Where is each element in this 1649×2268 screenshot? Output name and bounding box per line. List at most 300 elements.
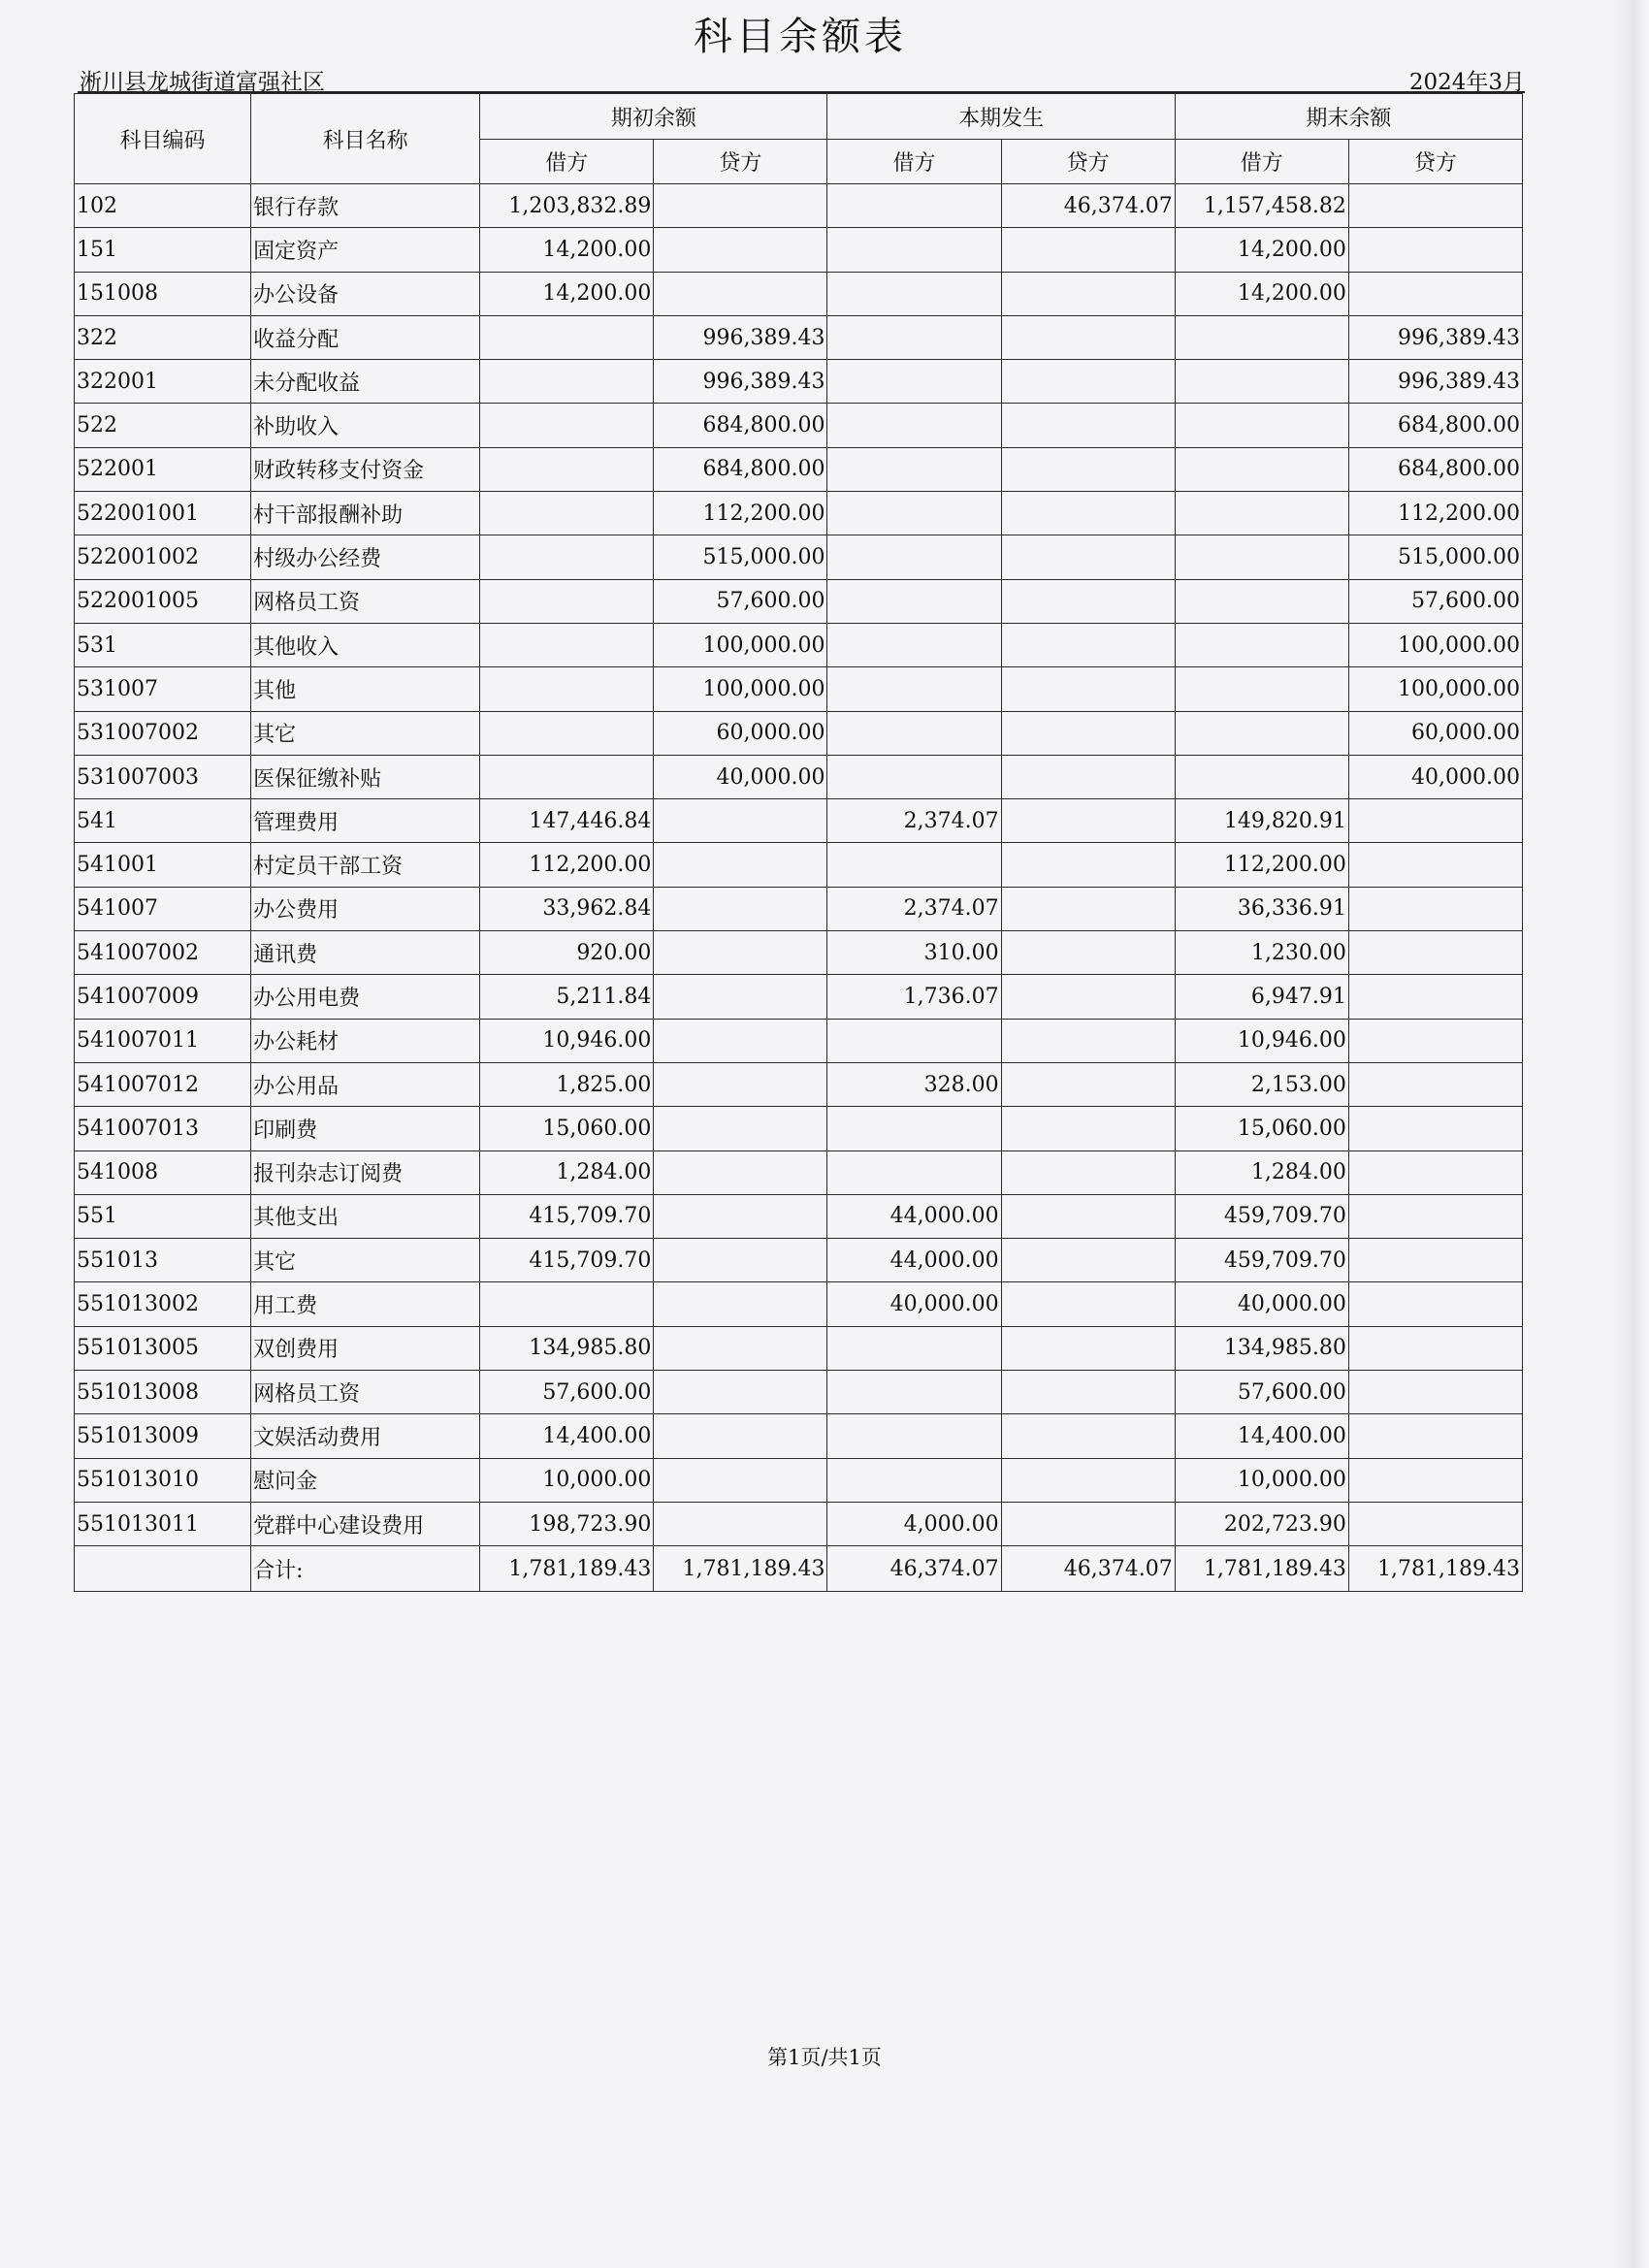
closing-credit-cell	[1348, 1414, 1522, 1458]
table-row	[75, 1239, 1523, 1282]
account-name-cell: 党群中心建设费用	[251, 1502, 480, 1545]
account-name-cell: 印刷费	[251, 1107, 480, 1150]
report-period: 2024年3月	[1408, 70, 1525, 95]
account-name-cell: 网格员工资	[251, 579, 480, 623]
account-code-cell: 541007002	[75, 931, 251, 975]
current-debit-cell	[827, 667, 1001, 711]
account-code-cell: 522001001	[75, 492, 251, 535]
current-credit-cell	[1001, 755, 1175, 798]
account-name-cell: 用工费	[251, 1282, 480, 1326]
account-code-cell: 151008	[75, 272, 251, 315]
total-label: 合计:	[251, 1546, 480, 1592]
current-debit-cell: 1,736.07	[827, 975, 1001, 1019]
current-debit-cell: 40,000.00	[827, 1282, 1001, 1326]
current-credit-cell	[1001, 887, 1175, 930]
total-row	[75, 1546, 1523, 1592]
table-row	[75, 755, 1523, 798]
closing-debit-cell: 459,709.70	[1175, 1194, 1348, 1238]
page-edge-shadow	[1612, 0, 1649, 2268]
opening-credit-cell: 100,000.00	[654, 623, 827, 666]
account-code-cell: 151	[75, 228, 251, 272]
closing-debit-cell: 14,200.00	[1175, 228, 1348, 272]
header-opening-credit: 贷方	[654, 140, 827, 184]
opening-credit-cell	[654, 272, 827, 315]
table-row	[75, 1062, 1523, 1106]
account-code-cell: 541001	[75, 843, 251, 887]
opening-debit-cell	[480, 404, 654, 447]
opening-credit-cell	[654, 887, 827, 930]
account-name-cell: 其他收入	[251, 623, 480, 666]
total-opening-debit: 1,781,189.43	[480, 1546, 654, 1592]
account-code-cell: 522001005	[75, 579, 251, 623]
closing-debit-cell	[1175, 447, 1348, 491]
table-row	[75, 1414, 1523, 1458]
current-credit-cell	[1001, 975, 1175, 1019]
opening-debit-cell: 1,825.00	[480, 1062, 654, 1106]
opening-credit-cell	[654, 1502, 827, 1545]
current-debit-cell	[827, 711, 1001, 755]
opening-credit-cell	[654, 184, 827, 228]
current-credit-cell	[1001, 843, 1175, 887]
table-row	[75, 184, 1523, 228]
current-debit-cell	[827, 755, 1001, 798]
current-credit-cell	[1001, 535, 1175, 579]
current-credit-cell	[1001, 1150, 1175, 1194]
opening-debit-cell	[480, 623, 654, 666]
closing-debit-cell: 1,157,458.82	[1175, 184, 1348, 228]
closing-credit-cell	[1348, 887, 1522, 930]
table-row	[75, 315, 1523, 359]
closing-debit-cell: 57,600.00	[1175, 1371, 1348, 1414]
opening-credit-cell	[654, 1194, 827, 1238]
closing-credit-cell	[1348, 1502, 1522, 1545]
account-name-cell: 固定资产	[251, 228, 480, 272]
account-code-cell: 531007003	[75, 755, 251, 798]
closing-credit-cell: 515,000.00	[1348, 535, 1522, 579]
account-code-cell: 541007009	[75, 975, 251, 1019]
current-credit-cell	[1001, 1107, 1175, 1150]
current-debit-cell	[827, 1019, 1001, 1062]
header-closing-debit: 借方	[1175, 140, 1348, 184]
account-name-cell: 财政转移支付资金	[251, 447, 480, 491]
opening-credit-cell: 100,000.00	[654, 667, 827, 711]
closing-credit-cell	[1348, 1150, 1522, 1194]
current-credit-cell	[1001, 1502, 1175, 1545]
current-debit-cell	[827, 1326, 1001, 1370]
table-row	[75, 667, 1523, 711]
closing-credit-cell: 996,389.43	[1348, 360, 1522, 404]
current-debit-cell	[827, 579, 1001, 623]
header-row-groups	[75, 94, 1523, 140]
table-row	[75, 1150, 1523, 1194]
table-row	[75, 579, 1523, 623]
header-opening: 期初余额	[480, 94, 827, 140]
header-current-debit: 借方	[827, 140, 1001, 184]
closing-credit-cell	[1348, 1062, 1522, 1106]
table-row	[75, 447, 1523, 491]
total-code-cell	[75, 1546, 251, 1592]
current-credit-cell	[1001, 360, 1175, 404]
account-code-cell: 541007012	[75, 1062, 251, 1106]
account-name-cell: 未分配收益	[251, 360, 480, 404]
closing-credit-cell	[1348, 931, 1522, 975]
account-name-cell: 办公耗材	[251, 1019, 480, 1062]
current-debit-cell	[827, 1150, 1001, 1194]
closing-debit-cell: 2,153.00	[1175, 1062, 1348, 1106]
header-opening-debit: 借方	[480, 140, 654, 184]
current-credit-cell: 46,374.07	[1001, 184, 1175, 228]
current-debit-cell	[827, 1458, 1001, 1502]
closing-debit-cell: 459,709.70	[1175, 1239, 1348, 1282]
closing-debit-cell: 6,947.91	[1175, 975, 1348, 1019]
opening-credit-cell: 996,389.43	[654, 360, 827, 404]
opening-debit-cell: 1,203,832.89	[480, 184, 654, 228]
opening-credit-cell	[654, 1150, 827, 1194]
opening-credit-cell: 112,200.00	[654, 492, 827, 535]
account-code-cell: 551013008	[75, 1371, 251, 1414]
opening-debit-cell: 415,709.70	[480, 1239, 654, 1282]
closing-credit-cell	[1348, 1326, 1522, 1370]
closing-credit-cell	[1348, 1458, 1522, 1502]
closing-debit-cell: 10,000.00	[1175, 1458, 1348, 1502]
table-row	[75, 711, 1523, 755]
opening-debit-cell: 147,446.84	[480, 799, 654, 843]
current-debit-cell	[827, 272, 1001, 315]
opening-debit-cell: 198,723.90	[480, 1502, 654, 1545]
current-credit-cell	[1001, 799, 1175, 843]
table-row	[75, 1371, 1523, 1414]
current-credit-cell	[1001, 1458, 1175, 1502]
account-code-cell: 541007	[75, 887, 251, 930]
closing-debit-cell: 14,400.00	[1175, 1414, 1348, 1458]
current-debit-cell	[827, 404, 1001, 447]
closing-credit-cell: 996,389.43	[1348, 315, 1522, 359]
table-row	[75, 931, 1523, 975]
opening-credit-cell	[654, 931, 827, 975]
table-row	[75, 1502, 1523, 1545]
opening-debit-cell	[480, 447, 654, 491]
current-debit-cell	[827, 623, 1001, 666]
current-credit-cell	[1001, 1414, 1175, 1458]
account-name-cell: 村级办公经费	[251, 535, 480, 579]
account-name-cell: 村定员干部工资	[251, 843, 480, 887]
closing-credit-cell	[1348, 1194, 1522, 1238]
current-debit-cell	[827, 184, 1001, 228]
account-name-cell: 慰问金	[251, 1458, 480, 1502]
table-row	[75, 843, 1523, 887]
opening-credit-cell	[654, 843, 827, 887]
account-code-cell: 541008	[75, 1150, 251, 1194]
opening-debit-cell: 112,200.00	[480, 843, 654, 887]
account-code-cell: 551013005	[75, 1326, 251, 1370]
closing-credit-cell	[1348, 1371, 1522, 1414]
current-debit-cell: 44,000.00	[827, 1194, 1001, 1238]
closing-debit-cell: 40,000.00	[1175, 1282, 1348, 1326]
closing-debit-cell	[1175, 711, 1348, 755]
current-credit-cell	[1001, 623, 1175, 666]
table-row	[75, 975, 1523, 1019]
total-closing-credit: 1,781,189.43	[1348, 1546, 1522, 1592]
account-code-cell: 541007013	[75, 1107, 251, 1150]
closing-credit-cell	[1348, 228, 1522, 272]
current-debit-cell	[827, 1414, 1001, 1458]
opening-debit-cell	[480, 492, 654, 535]
account-name-cell: 通讯费	[251, 931, 480, 975]
total-current-debit: 46,374.07	[827, 1546, 1001, 1592]
opening-credit-cell	[654, 1458, 827, 1502]
closing-debit-cell	[1175, 360, 1348, 404]
account-name-cell: 网格员工资	[251, 1371, 480, 1414]
closing-credit-cell	[1348, 975, 1522, 1019]
header-closing-credit: 贷方	[1348, 140, 1522, 184]
account-code-cell: 522001002	[75, 535, 251, 579]
opening-debit-cell: 134,985.80	[480, 1326, 654, 1370]
opening-credit-cell: 684,800.00	[654, 447, 827, 491]
current-credit-cell	[1001, 1062, 1175, 1106]
organization-name: 淅川县龙城街道富强社区	[80, 70, 325, 95]
current-credit-cell	[1001, 1194, 1175, 1238]
opening-debit-cell	[480, 755, 654, 798]
account-code-cell: 551	[75, 1194, 251, 1238]
table-row	[75, 1194, 1523, 1238]
closing-debit-cell	[1175, 667, 1348, 711]
account-name-cell: 银行存款	[251, 184, 480, 228]
account-code-cell: 322	[75, 315, 251, 359]
closing-credit-cell: 57,600.00	[1348, 579, 1522, 623]
table-row	[75, 1019, 1523, 1062]
opening-credit-cell	[654, 975, 827, 1019]
account-name-cell: 村干部报酬补助	[251, 492, 480, 535]
table-row	[75, 799, 1523, 843]
account-code-cell: 522001	[75, 447, 251, 491]
opening-credit-cell: 684,800.00	[654, 404, 827, 447]
total-opening-credit: 1,781,189.43	[654, 1546, 827, 1592]
opening-debit-cell	[480, 535, 654, 579]
opening-debit-cell: 10,000.00	[480, 1458, 654, 1502]
account-name-cell: 办公设备	[251, 272, 480, 315]
table-row	[75, 1326, 1523, 1370]
account-name-cell: 收益分配	[251, 315, 480, 359]
current-credit-cell	[1001, 711, 1175, 755]
page-title: 科目余额表	[694, 15, 907, 59]
closing-credit-cell	[1348, 1107, 1522, 1150]
current-debit-cell	[827, 1371, 1001, 1414]
opening-debit-cell	[480, 315, 654, 359]
opening-debit-cell	[480, 667, 654, 711]
current-debit-cell: 2,374.07	[827, 799, 1001, 843]
opening-credit-cell: 60,000.00	[654, 711, 827, 755]
opening-credit-cell	[654, 228, 827, 272]
current-credit-cell	[1001, 404, 1175, 447]
current-debit-cell	[827, 315, 1001, 359]
account-code-cell: 551013002	[75, 1282, 251, 1326]
total-current-credit: 46,374.07	[1001, 1546, 1175, 1592]
opening-credit-cell: 40,000.00	[654, 755, 827, 798]
current-debit-cell: 4,000.00	[827, 1502, 1001, 1545]
closing-debit-cell	[1175, 315, 1348, 359]
closing-debit-cell: 1,230.00	[1175, 931, 1348, 975]
table-row	[75, 1107, 1523, 1150]
opening-debit-cell: 1,284.00	[480, 1150, 654, 1194]
opening-debit-cell	[480, 1282, 654, 1326]
closing-credit-cell: 100,000.00	[1348, 623, 1522, 666]
current-credit-cell	[1001, 1326, 1175, 1370]
table-row	[75, 492, 1523, 535]
account-name-cell: 文娱活动费用	[251, 1414, 480, 1458]
current-debit-cell: 328.00	[827, 1062, 1001, 1106]
opening-credit-cell	[654, 1282, 827, 1326]
account-code-cell: 551013010	[75, 1458, 251, 1502]
table-row	[75, 404, 1523, 447]
opening-debit-cell: 15,060.00	[480, 1107, 654, 1150]
current-credit-cell	[1001, 1019, 1175, 1062]
account-code-cell: 102	[75, 184, 251, 228]
opening-credit-cell: 57,600.00	[654, 579, 827, 623]
account-name-cell: 办公用电费	[251, 975, 480, 1019]
balance-table	[74, 93, 1523, 1592]
current-credit-cell	[1001, 492, 1175, 535]
opening-debit-cell: 5,211.84	[480, 975, 654, 1019]
closing-debit-cell: 149,820.91	[1175, 799, 1348, 843]
table-row	[75, 623, 1523, 666]
current-credit-cell	[1001, 228, 1175, 272]
header-code: 科目编码	[75, 94, 251, 184]
table-row	[75, 1282, 1523, 1326]
account-name-cell: 管理费用	[251, 799, 480, 843]
closing-credit-cell	[1348, 1282, 1522, 1326]
closing-credit-cell	[1348, 1239, 1522, 1282]
current-credit-cell	[1001, 447, 1175, 491]
closing-debit-cell	[1175, 623, 1348, 666]
closing-debit-cell: 14,200.00	[1175, 272, 1348, 315]
opening-debit-cell: 920.00	[480, 931, 654, 975]
closing-debit-cell	[1175, 535, 1348, 579]
opening-debit-cell: 14,200.00	[480, 272, 654, 315]
account-name-cell: 其他支出	[251, 1194, 480, 1238]
current-debit-cell: 44,000.00	[827, 1239, 1001, 1282]
current-debit-cell	[827, 843, 1001, 887]
closing-credit-cell: 40,000.00	[1348, 755, 1522, 798]
account-code-cell: 531	[75, 623, 251, 666]
account-code-cell: 522	[75, 404, 251, 447]
current-debit-cell	[827, 360, 1001, 404]
header-current: 本期发生	[827, 94, 1175, 140]
opening-credit-cell	[654, 1326, 827, 1370]
opening-debit-cell: 33,962.84	[480, 887, 654, 930]
closing-credit-cell: 112,200.00	[1348, 492, 1522, 535]
closing-credit-cell	[1348, 843, 1522, 887]
account-code-cell: 551013009	[75, 1414, 251, 1458]
account-name-cell: 双创费用	[251, 1326, 480, 1370]
closing-credit-cell	[1348, 272, 1522, 315]
opening-debit-cell: 14,400.00	[480, 1414, 654, 1458]
table-row	[75, 887, 1523, 930]
closing-debit-cell: 202,723.90	[1175, 1502, 1348, 1545]
account-code-cell: 322001	[75, 360, 251, 404]
closing-credit-cell: 100,000.00	[1348, 667, 1522, 711]
closing-debit-cell: 10,946.00	[1175, 1019, 1348, 1062]
current-debit-cell	[827, 447, 1001, 491]
header-current-credit: 贷方	[1001, 140, 1175, 184]
closing-credit-cell	[1348, 184, 1522, 228]
opening-debit-cell	[480, 579, 654, 623]
opening-credit-cell	[654, 1414, 827, 1458]
account-code-cell: 551013011	[75, 1502, 251, 1545]
closing-debit-cell: 1,284.00	[1175, 1150, 1348, 1194]
closing-debit-cell: 15,060.00	[1175, 1107, 1348, 1150]
account-name-cell: 补助收入	[251, 404, 480, 447]
current-debit-cell	[827, 492, 1001, 535]
account-code-cell: 541007011	[75, 1019, 251, 1062]
opening-credit-cell	[654, 1239, 827, 1282]
current-credit-cell	[1001, 1282, 1175, 1326]
closing-debit-cell	[1175, 492, 1348, 535]
closing-debit-cell	[1175, 579, 1348, 623]
opening-debit-cell: 57,600.00	[480, 1371, 654, 1414]
current-credit-cell	[1001, 931, 1175, 975]
closing-credit-cell	[1348, 1019, 1522, 1062]
current-credit-cell	[1001, 272, 1175, 315]
opening-debit-cell	[480, 711, 654, 755]
opening-debit-cell: 415,709.70	[480, 1194, 654, 1238]
current-credit-cell	[1001, 1239, 1175, 1282]
current-credit-cell	[1001, 579, 1175, 623]
opening-credit-cell	[654, 1019, 827, 1062]
current-credit-cell	[1001, 667, 1175, 711]
account-code-cell: 551013	[75, 1239, 251, 1282]
opening-debit-cell: 14,200.00	[480, 228, 654, 272]
current-debit-cell	[827, 228, 1001, 272]
account-name-cell: 其它	[251, 1239, 480, 1282]
page-number: 第1页/共1页	[767, 2046, 882, 2069]
closing-credit-cell: 684,800.00	[1348, 447, 1522, 491]
opening-credit-cell: 996,389.43	[654, 315, 827, 359]
closing-credit-cell: 60,000.00	[1348, 711, 1522, 755]
closing-credit-cell: 684,800.00	[1348, 404, 1522, 447]
table-body	[75, 184, 1523, 1546]
current-debit-cell	[827, 1107, 1001, 1150]
opening-credit-cell	[654, 1062, 827, 1106]
current-debit-cell: 2,374.07	[827, 887, 1001, 930]
closing-debit-cell: 36,336.91	[1175, 887, 1348, 930]
opening-debit-cell: 10,946.00	[480, 1019, 654, 1062]
opening-debit-cell	[480, 360, 654, 404]
opening-credit-cell	[654, 1371, 827, 1414]
account-name-cell: 办公费用	[251, 887, 480, 930]
closing-debit-cell	[1175, 404, 1348, 447]
opening-credit-cell: 515,000.00	[654, 535, 827, 579]
current-credit-cell	[1001, 315, 1175, 359]
total-closing-debit: 1,781,189.43	[1175, 1546, 1348, 1592]
current-credit-cell	[1001, 1371, 1175, 1414]
account-name-cell: 报刊杂志订阅费	[251, 1150, 480, 1194]
account-name-cell: 其它	[251, 711, 480, 755]
table-row	[75, 535, 1523, 579]
opening-credit-cell	[654, 799, 827, 843]
account-code-cell: 531007002	[75, 711, 251, 755]
closing-credit-cell	[1348, 799, 1522, 843]
account-name-cell: 办公用品	[251, 1062, 480, 1106]
current-debit-cell: 310.00	[827, 931, 1001, 975]
header-closing: 期末余额	[1175, 94, 1522, 140]
account-name-cell: 其他	[251, 667, 480, 711]
table-row	[75, 272, 1523, 315]
table-row	[75, 228, 1523, 272]
account-code-cell: 531007	[75, 667, 251, 711]
closing-debit-cell: 112,200.00	[1175, 843, 1348, 887]
header-name: 科目名称	[251, 94, 480, 184]
table-row	[75, 1458, 1523, 1502]
